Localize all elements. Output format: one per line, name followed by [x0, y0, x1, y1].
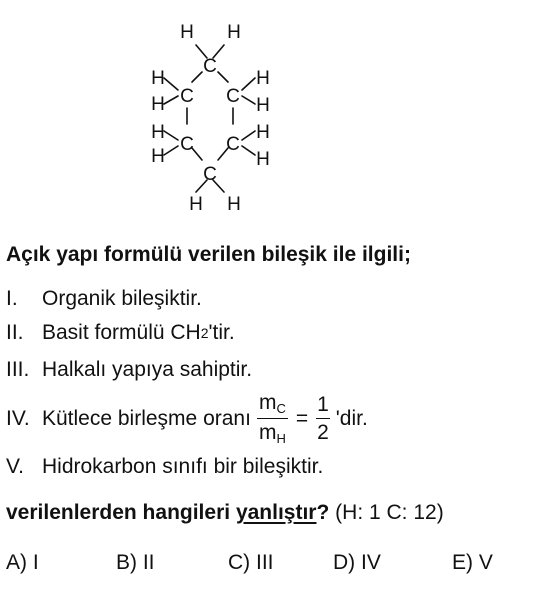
hydrogen-atom: H [151, 122, 165, 143]
denominator-subscript: H [276, 431, 286, 446]
prompt-bold: verilenlerden hangileri [6, 501, 231, 524]
prompt-qmark: ? [316, 501, 330, 524]
statement-2 [6, 321, 235, 345]
atomic-mass-note: (H: 1 C: 12) [335, 501, 444, 524]
answer-option-a[interactable]: A) I [6, 551, 39, 574]
statement-text: Basit formülü CH [42, 321, 201, 344]
hydrogen-atom: H [227, 22, 241, 43]
statement-suffix: 'tir. [208, 321, 235, 344]
ratio-numerator: 1 [316, 394, 330, 419]
hydrogen-atom: H [256, 95, 270, 116]
statement-text: Hidrokarbon sınıfı bir bileşiktir. [42, 455, 324, 478]
hydrogen-atom: H [151, 68, 165, 89]
statement-4 [6, 392, 368, 445]
numerator-subscript: C [276, 401, 286, 416]
statement-text: Halkalı yapıya sahiptir. [42, 358, 253, 381]
statement-3 [6, 358, 252, 382]
hydrogen-atom: H [227, 194, 241, 215]
answer-option-d[interactable]: D) IV [333, 551, 381, 574]
statement-5 [6, 455, 323, 479]
carbon-atom: C [226, 86, 240, 107]
statement-text: Kütlece birleşme oranı [42, 406, 251, 430]
ratio-fraction [316, 394, 330, 443]
statement-1 [6, 287, 202, 311]
answer-option-c[interactable]: C) III [228, 551, 274, 574]
hydrogen-atom: H [151, 146, 165, 167]
mass-ratio-fraction [257, 392, 288, 445]
hydrogen-atom: H [151, 94, 165, 115]
prompt-underlined: yanlıştır [235, 501, 317, 524]
fraction-denominator: m [258, 421, 277, 444]
statement-number: III. [6, 358, 30, 381]
statement-text: Organik bileşiktir. [42, 287, 202, 310]
hydrogen-atom: H [256, 122, 270, 143]
hydrogen-atom: H [256, 68, 270, 89]
fraction-numerator: m [258, 391, 277, 414]
answer-option-b[interactable]: B) II [116, 551, 155, 574]
question-title: Açık yapı formülü verilen bileşik ile ilgili; [6, 243, 411, 266]
carbon-atom: C [180, 86, 194, 107]
cyclohexane-structure [130, 10, 290, 220]
ratio-denominator: 2 [317, 421, 329, 444]
hydrogen-atom: H [180, 22, 194, 43]
statement-number: I. [6, 287, 18, 310]
carbon-atom: C [203, 56, 217, 77]
hydrogen-atom: H [256, 149, 270, 170]
formula-subscript: 2 [200, 325, 209, 341]
statement-suffix: 'dir. [335, 406, 368, 430]
answer-options [6, 551, 546, 581]
statement-number: V. [6, 455, 24, 478]
statement-number: IV. [6, 406, 30, 430]
carbon-atom: C [203, 164, 217, 185]
statement-number: II. [6, 321, 24, 344]
equals-sign: = [295, 406, 309, 430]
hydrogen-atom: H [189, 194, 203, 215]
carbon-atom: C [226, 134, 240, 155]
question-prompt [6, 501, 444, 525]
answer-option-e[interactable]: E) V [452, 551, 493, 574]
carbon-atom: C [180, 134, 194, 155]
